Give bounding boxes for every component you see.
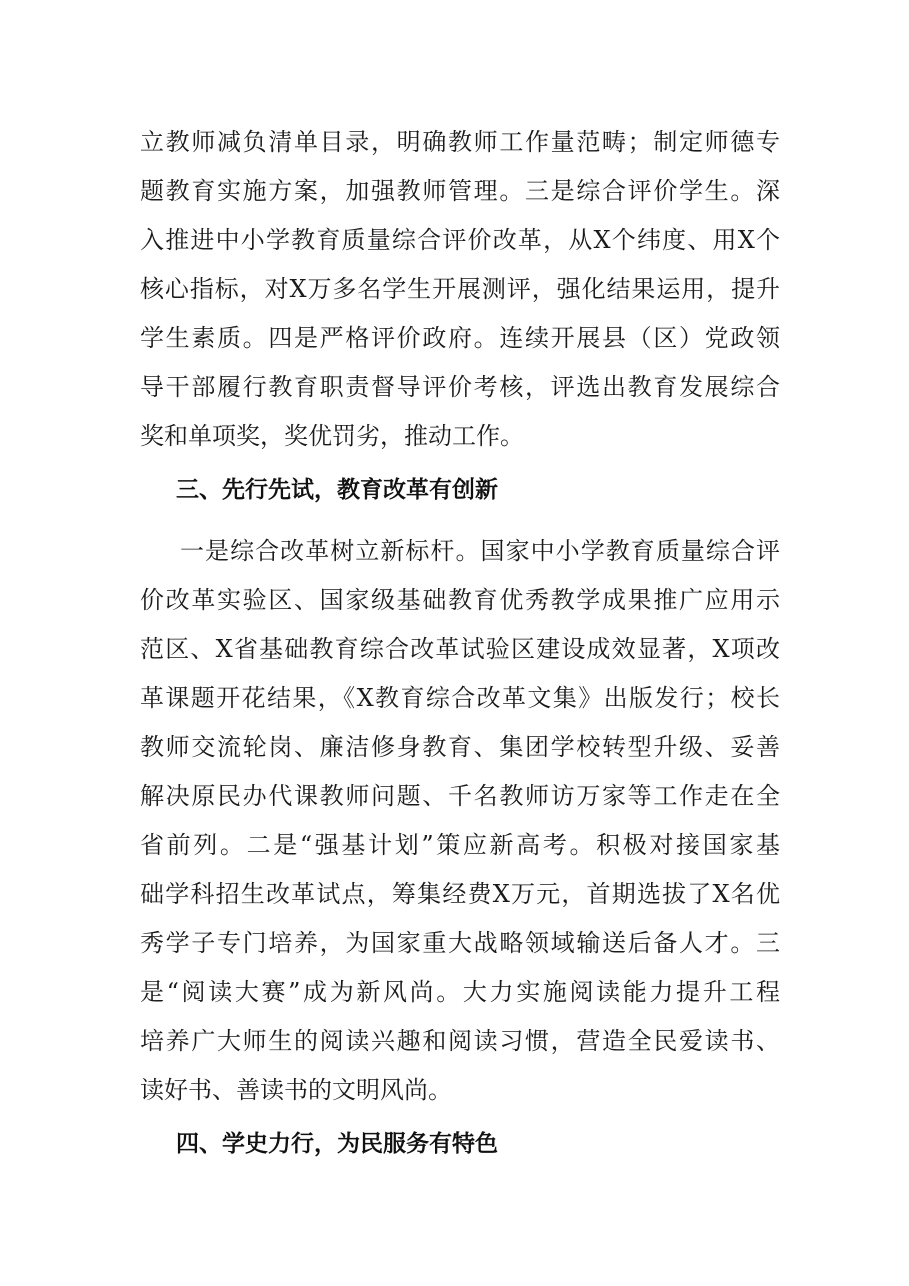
text-line: 读好书、善读书的文明风尚。 xyxy=(140,1076,452,1104)
text-line: 秀学子专门培养，为国家重大战略领域输送后备人才。三 xyxy=(140,929,780,957)
text-line: 教师交流轮岗、廉洁修身教育、集团学校转型升级、妥善 xyxy=(140,733,780,761)
text-line: 培养广大师生的阅读兴趣和阅读习惯，营造全民爱读书、 xyxy=(140,1027,780,1055)
text-line: 入推进中小学教育质量综合评价改革，从X个纬度、用X个 xyxy=(140,226,780,254)
text-line: 是“阅读大赛”成为新风尚。大力实施阅读能力提升工程 xyxy=(140,978,780,1006)
text-line: 革课题开花结果，《X教育综合改革文集》出版发行；校长 xyxy=(140,684,780,712)
text-line: 础学科招生改革试点，筹集经费X万元，首期选拔了X名优 xyxy=(140,880,780,908)
text-line: 导干部履行教育职责督导评价考核，评选出教育发展综合 xyxy=(140,373,780,401)
text-line: 奖和单项奖，奖优罚劣，推动工作。 xyxy=(140,422,524,450)
section-heading-4: 四、学史力行，为民服务有特色 xyxy=(176,1131,498,1157)
text-line: 核心指标，对X万多名学生开展测评，强化结果运用，提升 xyxy=(140,275,780,303)
text-line: 省前列。二是“强基计划”策应新高考。积极对接国家基 xyxy=(140,831,780,859)
text-line: 范区、X省基础教育综合改革试验区建设成效显著，X项改 xyxy=(140,635,780,663)
text-line: 价改革实验区、国家级基础教育优秀教学成果推广应用示 xyxy=(140,586,780,614)
text-line: 题教育实施方案，加强教师管理。三是综合评价学生。深 xyxy=(140,177,780,205)
text-line: 学生素质。四是严格评价政府。连续开展县（区）党政领 xyxy=(140,324,780,352)
text-line: 一是综合改革树立新标杆。国家中小学教育质量综合评 xyxy=(180,537,780,565)
section-heading-3: 三、先行先试，教育改革有创新 xyxy=(176,477,498,503)
text-line: 立教师减负清单目录，明确教师工作量范畴；制定师德专 xyxy=(140,128,780,156)
text-line: 解决原民办代课教师问题、千名教师访万家等工作走在全 xyxy=(140,782,780,810)
